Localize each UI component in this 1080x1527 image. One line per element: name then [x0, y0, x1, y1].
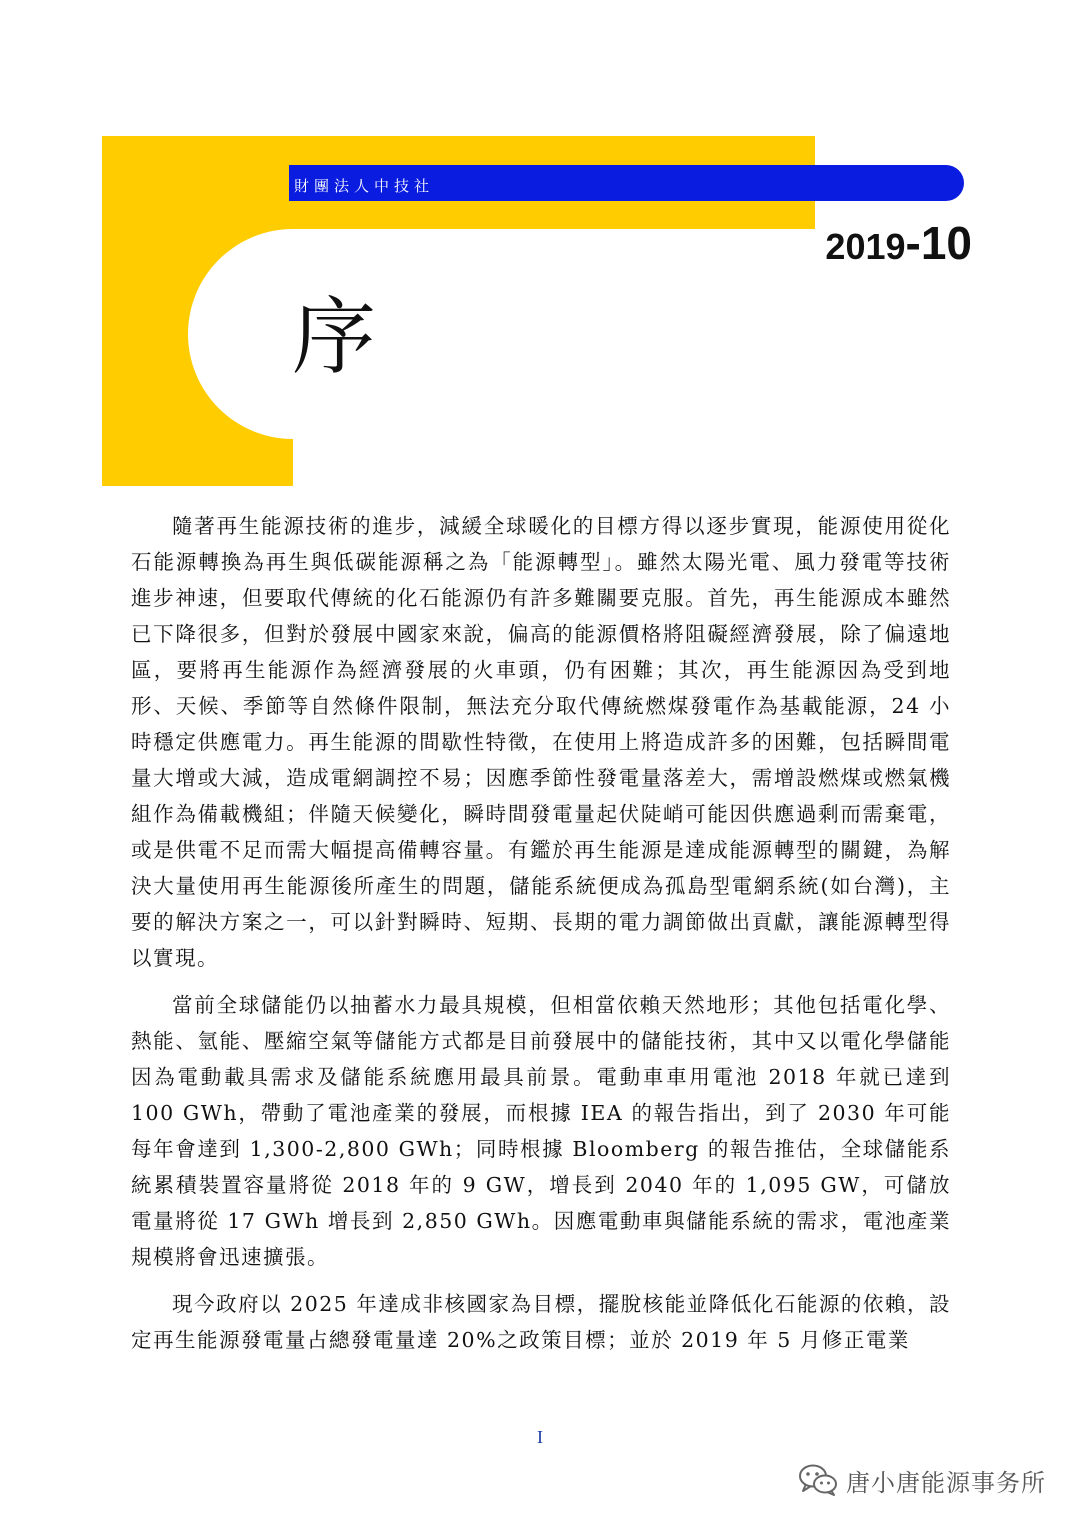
watermark-text: 唐小唐能源事务所: [846, 1468, 1046, 1497]
paragraph: 現今政府以 2025 年達成非核國家為目標，擺脫核能並降低化石能源的依賴，設定再生能源發電量占總發電量達 20%之政策目標；並於 2019 年 5 月修正電業: [131, 1292, 951, 1352]
page-number: I: [537, 1427, 543, 1447]
wechat-icon: [798, 1463, 838, 1497]
watermark: [798, 1462, 1046, 1498]
paragraph: 當前全球儲能仍以抽蓄水力最具規模，但相當依賴天然地形；其他包括電化學、熱能、氫能、壓縮空氣等儲能方式都是目前發展中的儲能技術，其中又以電化學儲能因為電動載具需求及儲能系統應用最具前景。電動車車用電池 2018 年就已達到 100 GWh，帶動了電池產業的發展，而根據 IEA 的報告指出，到了 2030 年可能每年會達到 1,300-2,800 GWh；同時根據 Bloomberg 的報告推估，全球儲能系統累積裝置容量將從 2018 年的 9 GW，增長到 2040 年的 1,095 GW，可儲放電量將從 17 GWh 增長到 2,850 GWh。因應電動車與儲能系統的需求，電池產業規模將會迅速擴張。: [131, 993, 951, 1269]
issue-month: -10: [905, 217, 972, 269]
issue-number: [825, 218, 972, 280]
organization-name: 財團法人中技社: [294, 177, 435, 195]
preface-body: [131, 508, 951, 1369]
paragraph: 隨著再生能源技術的進步，減緩全球暖化的目標方得以逐步實現，能源使用從化石能源轉換為再生與低碳能源稱之為「能源轉型」。雖然太陽光電、風力發電等技術進步神速，但要取代傳統的化石能源仍有許多難關要克服。首先，再生能源成本雖然已下降很多，但對於發展中國家來說，偏高的能源價格將阻礙經濟發展，除了偏遠地區，要將再生能源作為經濟發展的火車頭，仍有困難；其次，再生能源因為受到地形、天候、季節等自然條件限制，無法充分取代傳統燃煤發電作為基載能源，24 小時穩定供應電力。再生能源的間歇性特徵，在使用上將造成許多的困難，包括瞬間電量大增或大減，造成電網調控不易；因應季節性發電量落差大，需增設燃煤或燃氣機組作為備載機組；伴隨天候變化，瞬時間發電量起伏陡峭可能因供應過剩而需棄電，或是供電不足而需大幅提高備轉容量。有鑑於再生能源是達成能源轉型的關鍵，為解決大量使用再生能源後所產生的問題，儲能系統便成為孤島型電網系統(如台灣)，主要的解決方案之一，可以針對瞬時、短期、長期的電力調節做出貢獻，讓能源轉型得以實現。: [131, 514, 951, 970]
issue-year: 2019: [825, 226, 906, 267]
page-title: 序: [292, 288, 377, 386]
